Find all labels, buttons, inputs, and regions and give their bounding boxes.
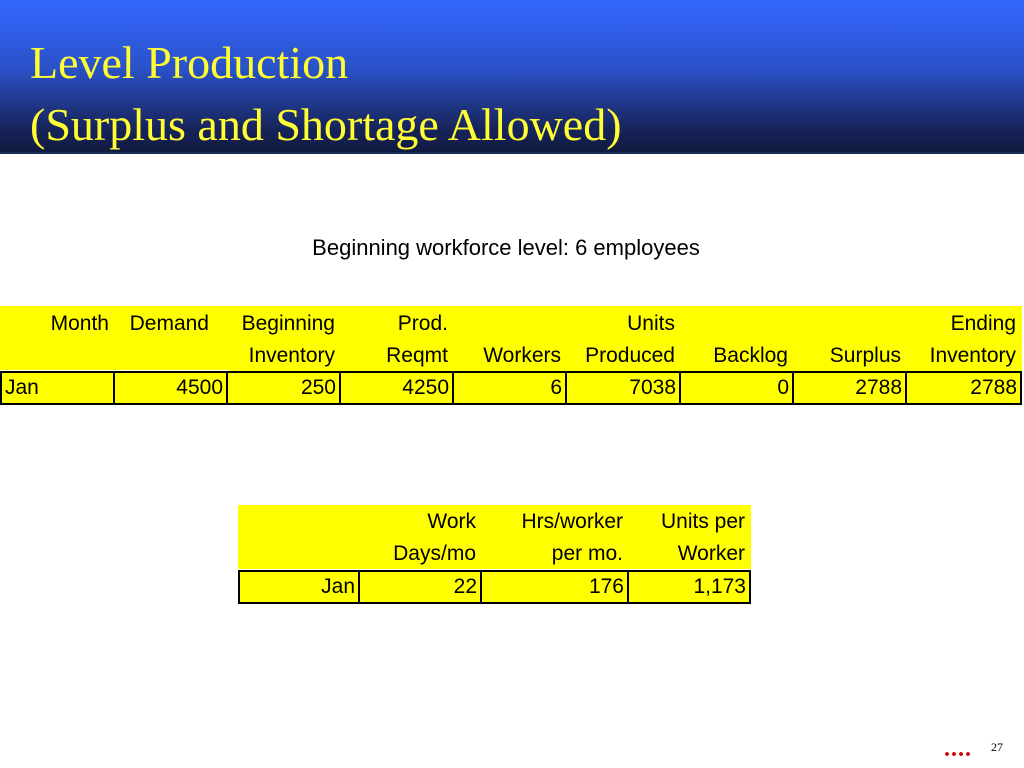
- t1-header-demand-line1: Demand: [115, 309, 215, 339]
- t2-header-workdays-line2: Days/mo: [360, 539, 482, 569]
- page-number: 27: [991, 740, 1003, 754]
- t1-header-beginning-line2: Inventory: [228, 341, 341, 371]
- t1-header-ending-line1: Ending: [907, 309, 1022, 339]
- t2-cell-month: Jan: [240, 572, 360, 602]
- t1-cell-backlog: 0: [681, 373, 794, 403]
- t1-cell-demand: 4500: [115, 373, 228, 403]
- t1-header-workers-line2: Workers: [454, 341, 567, 371]
- t1-header-prod-line1: Prod.: [341, 309, 454, 339]
- t1-header-units-line2: Produced: [567, 341, 681, 371]
- t1-cell-surplus: 2788: [794, 373, 907, 403]
- t2-cell-units-per-worker: 1,173: [629, 572, 751, 602]
- t1-header-units-line1: Units: [567, 309, 681, 339]
- t1-header-surplus-line2: Surplus: [794, 341, 907, 371]
- continuation-dots: ....: [944, 736, 972, 762]
- t2-cell-workdays: 22: [360, 572, 482, 602]
- t2-cell-hrs-per-worker: 176: [482, 572, 629, 602]
- t1-header-ending-line2: Inventory: [907, 341, 1022, 371]
- t2-header-workdays-line1: Work: [360, 507, 482, 537]
- t1-cell-workers: 6: [454, 373, 567, 403]
- slide-title-line2: (Surplus and Shortage Allowed): [30, 99, 622, 150]
- t1-header-prod-line2: Reqmt: [341, 341, 454, 371]
- t2-header-units-line2: Worker: [629, 539, 751, 569]
- banner-rule: [0, 152, 1024, 154]
- t1-cell-prod-reqmt: 4250: [341, 373, 454, 403]
- t2-header-hrs-line2: per mo.: [482, 539, 629, 569]
- t1-cell-month: Jan: [2, 373, 115, 403]
- t1-header-backlog-line2: Backlog: [681, 341, 794, 371]
- t1-header-month-line1: Month: [0, 309, 115, 339]
- t2-header-hrs-line1: Hrs/worker: [482, 507, 629, 537]
- t2-header-units-line1: Units per: [629, 507, 751, 537]
- t1-cell-beginning-inventory: 250: [228, 373, 341, 403]
- workforce-caption: Beginning workforce level: 6 employees: [312, 235, 700, 260]
- t1-cell-ending-inventory: 2788: [907, 373, 1022, 403]
- slide-title-line1: Level Production: [30, 37, 349, 88]
- t1-header-beginning-line1: Beginning: [228, 309, 341, 339]
- t1-cell-units-produced: 7038: [567, 373, 681, 403]
